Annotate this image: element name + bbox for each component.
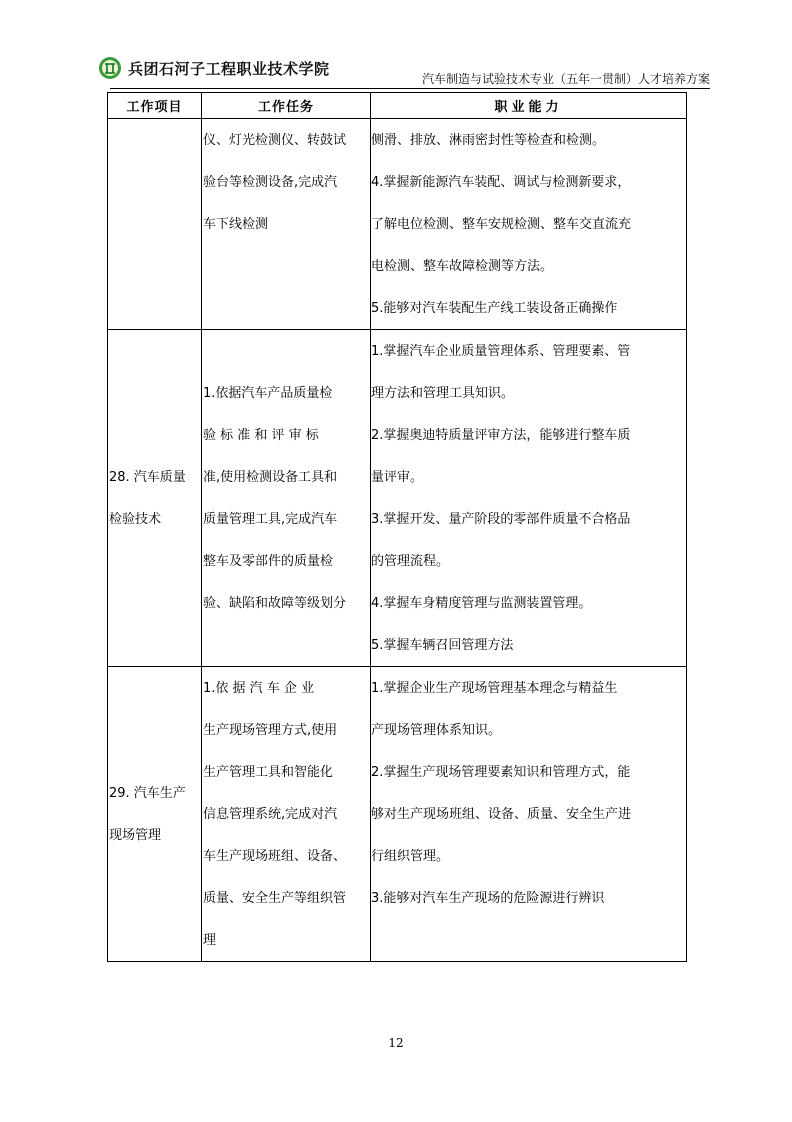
cell-line: 生产管理工具和智能化 xyxy=(203,764,334,780)
cell-line: 生产现场管理方式,使用 xyxy=(203,722,338,738)
cell-line: 信息管理系统,完成对汽 xyxy=(203,806,338,822)
table-row xyxy=(108,119,687,330)
cell-line: 4.掌握车身精度管理与监测装置管理。 xyxy=(371,595,592,611)
cell-line: 质量、安全生产等组织管 xyxy=(203,890,347,906)
table-row xyxy=(108,330,687,667)
cell-line xyxy=(202,624,370,666)
cell-line xyxy=(202,287,370,329)
cell-line: 车生产现场班组、设备、 xyxy=(203,848,347,864)
table-row xyxy=(108,667,687,962)
cell-line: 的管理流程。 xyxy=(371,553,450,569)
cell-line: 侧滑、排放、淋雨密封性等检查和检测。 xyxy=(371,132,606,148)
cell-line: 5.能够对汽车装配生产线工装设备正确操作 xyxy=(371,300,618,316)
cell-line: 验、缺陷和故障等级划分 xyxy=(203,595,347,611)
cell-line: 够对生产现场班组、设备、质量、安全生产进 xyxy=(371,806,632,822)
cell-line: 车下线检测 xyxy=(203,216,269,232)
cell-line: 28. 汽车质量 xyxy=(109,469,186,485)
cell-line: 2.掌握奥迪特质量评审方法，能够进行整车质 xyxy=(371,427,631,443)
cell-line: 2.掌握生产现场管理要素知识和管理方式，能 xyxy=(371,764,631,780)
cell-item xyxy=(108,330,202,667)
cell-task xyxy=(202,119,371,330)
cell-line: 29. 汽车生产 xyxy=(109,785,186,801)
cell-line: 1.依 据 汽 车 企 业 xyxy=(203,680,315,696)
page-header xyxy=(96,52,710,90)
cell-item xyxy=(108,119,202,330)
cell-line: 5.掌握车辆召回管理方法 xyxy=(371,637,514,653)
cell-line: 3.掌握开发、量产阶段的零部件质量不合格品 xyxy=(371,511,631,527)
cell-line: 整车及零部件的质量检 xyxy=(203,553,334,569)
cell-task xyxy=(202,330,371,667)
column-header-work-item: 工作项目 xyxy=(108,93,202,119)
cell-line: 3.能够对汽车生产现场的危险源进行辨识 xyxy=(371,890,605,906)
cell-line: 准,使用检测设备工具和 xyxy=(203,469,338,485)
cell-line: 1.掌握汽车企业质量管理体系、管理要素、管 xyxy=(371,343,631,359)
cell-line: 行组织管理。 xyxy=(371,848,450,864)
cell-ability xyxy=(371,119,687,330)
document-title: 汽车制造与试验技术专业（五年一贯制）人才培养方案 xyxy=(421,72,710,86)
cell-line: 1.依据汽车产品质量检 xyxy=(203,385,333,401)
cell-line: 1.掌握企业生产现场管理基本理念与精益生 xyxy=(371,680,618,696)
cell-line: 现场管理 xyxy=(109,827,162,843)
cell-ability xyxy=(371,667,687,962)
school-logo-icon xyxy=(98,56,122,80)
cell-line: 仪、灯光检测仪、转鼓试 xyxy=(203,132,347,148)
cell-line: 检验技术 xyxy=(109,511,162,527)
cell-line: 产现场管理体系知识。 xyxy=(371,722,502,738)
cell-line: 理方法和管理工具知识。 xyxy=(371,385,515,401)
cell-item xyxy=(108,667,202,962)
competency-table xyxy=(107,92,687,962)
column-header-vocational-ability: 职业能力 xyxy=(371,93,687,119)
table-header-row xyxy=(108,93,687,119)
cell-line: 电检测、整车故障检测等方法。 xyxy=(371,258,554,274)
cell-line: 验台等检测设备,完成汽 xyxy=(203,174,338,190)
cell-line xyxy=(202,330,370,372)
cell-ability xyxy=(371,330,687,667)
cell-line: 了解电位检测、整车安规检测、整车交直流充 xyxy=(371,216,632,232)
cell-line: 4.掌握新能源汽车装配、调试与检测新要求， xyxy=(371,174,631,190)
cell-line xyxy=(202,245,370,287)
school-name: 兵团石河子工程职业技术学院 xyxy=(128,60,330,78)
cell-line xyxy=(371,919,686,961)
page-number: 12 xyxy=(388,1036,404,1050)
table-body xyxy=(108,119,687,962)
cell-task xyxy=(202,667,371,962)
header-divider xyxy=(110,88,710,89)
cell-line: 理 xyxy=(203,932,217,948)
cell-line: 验 标 准 和 评 审 标 xyxy=(203,427,319,443)
column-header-work-task: 工作任务 xyxy=(202,93,371,119)
cell-line: 质量管理工具,完成汽车 xyxy=(203,511,338,527)
cell-line: 量评审。 xyxy=(371,469,424,485)
